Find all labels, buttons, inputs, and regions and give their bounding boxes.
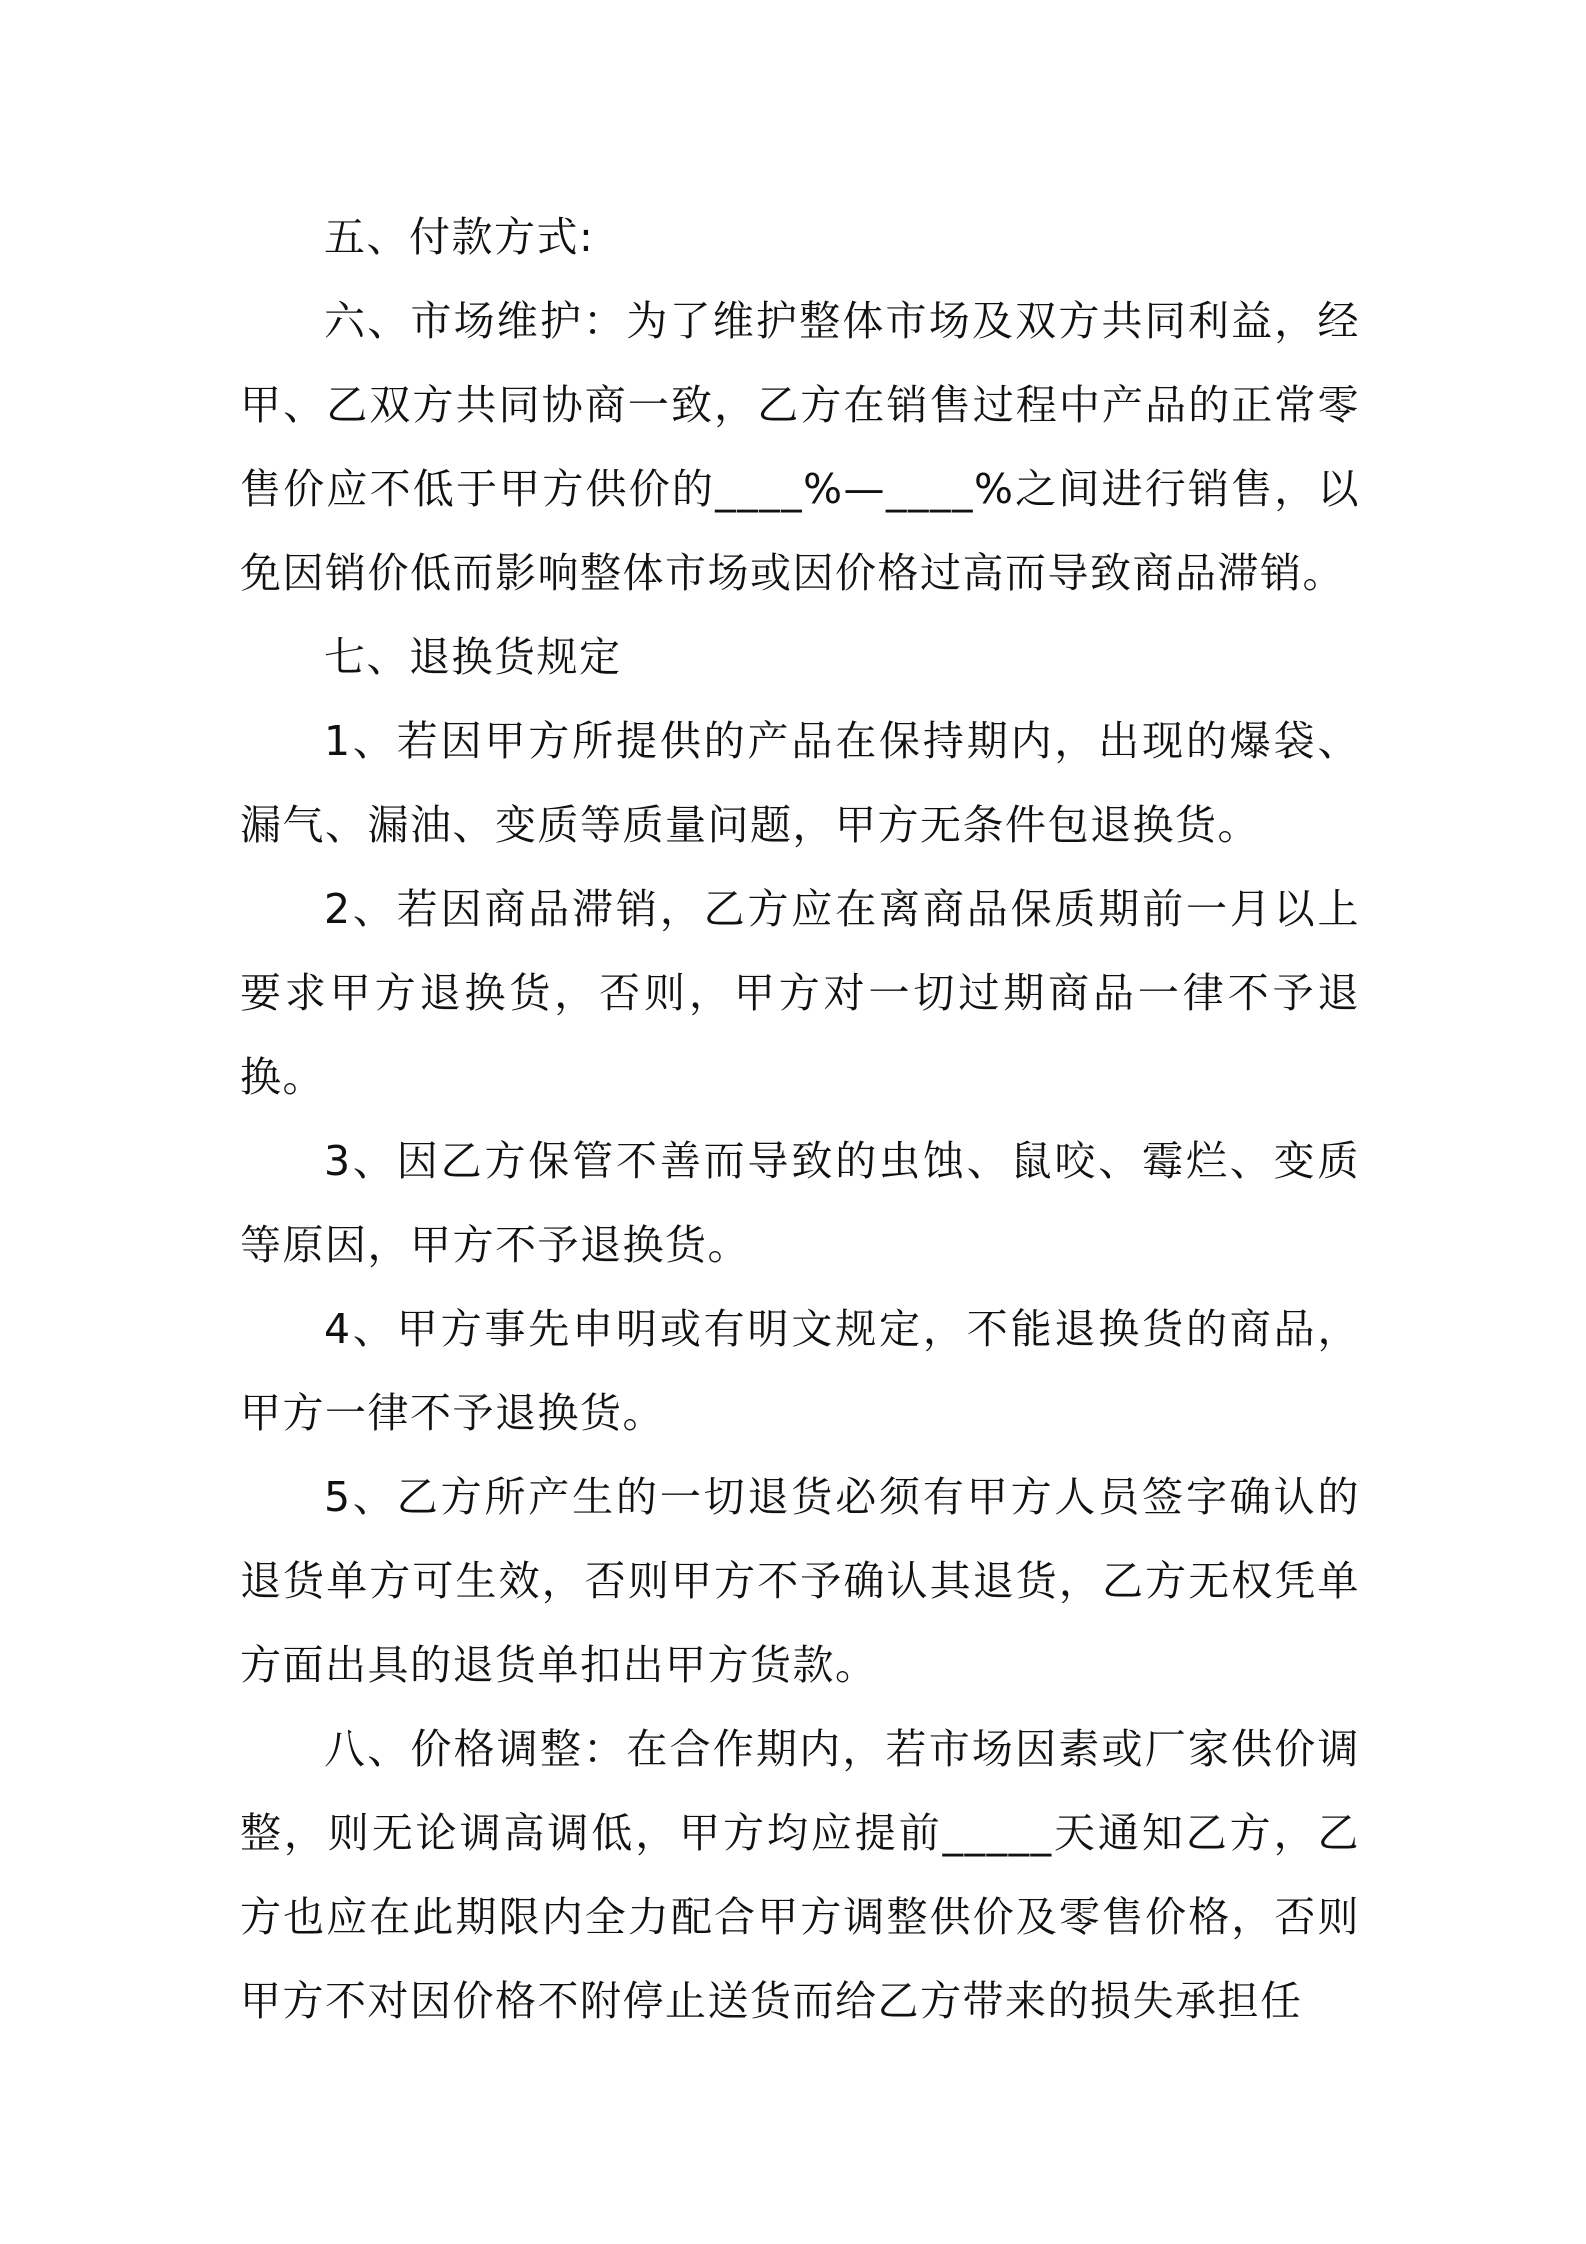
paragraph-market-maintenance: 六、市场维护：为了维护整体市场及双方共同利益，经甲、乙双方共同协商一致，乙方在销售过程中产品的正常零售价应不低于甲方供价的____%—____%之间进行销售，以免因销价低而影响整体市场或因价格过高而导致商品滞销。 xyxy=(240,297,1360,597)
paragraph-return-rule-3: 3、因乙方保管不善而导致的虫蚀、鼠咬、霉烂、变质等原因，甲方不予退换货。 xyxy=(240,1137,1360,1269)
paragraph-return-rule-4: 4、甲方事先申明或有明文规定，不能退换货的商品，甲方一律不予退换货。 xyxy=(240,1305,1360,1437)
paragraph-return-rule-1: 1、若因甲方所提供的产品在保持期内，出现的爆袋、漏气、漏油、变质等质量问题，甲方无条件包退换货。 xyxy=(240,717,1360,849)
document-body xyxy=(240,195,1360,2043)
paragraph-return-rule-5: 5、乙方所产生的一切退货必须有甲方人员签字确认的退货单方可生效，否则甲方不予确认其退货，乙方无权凭单方面出具的退货单扣出甲方货款。 xyxy=(240,1473,1360,1689)
paragraph-payment-method: 五、付款方式: xyxy=(324,213,595,261)
paragraph-price-adjustment: 八、价格调整：在合作期内，若市场因素或厂家供价调整，则无论调高调低，甲方均应提前_____天通知乙方，乙方也应在此期限内全力配合甲方调整供价及零售价格，否则甲方不对因价格不附停止送货而给乙方带来的损失承担任 xyxy=(240,1725,1360,2025)
paragraph-return-rule-2: 2、若因商品滞销，乙方应在离商品保质期前一月以上要求甲方退换货，否则，甲方对一切过期商品一律不予退换。 xyxy=(240,885,1360,1101)
paragraph-return-rules-heading: 七、退换货规定 xyxy=(324,633,622,681)
